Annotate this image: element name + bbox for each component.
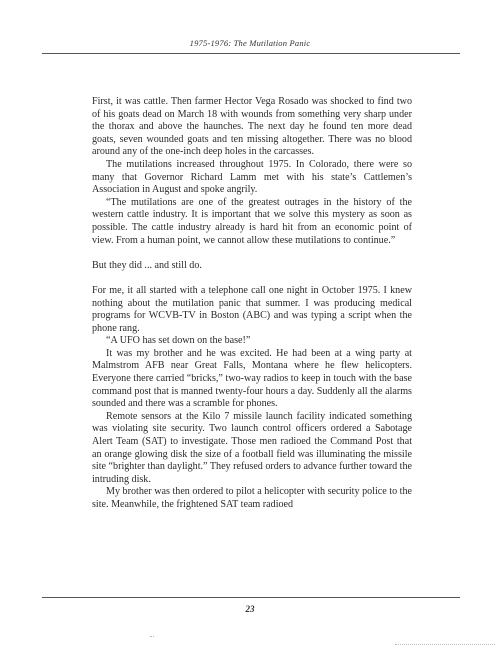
- footer-rule: [42, 597, 460, 598]
- page-number: 23: [245, 604, 255, 614]
- paragraph: My brother was then ordered to pilot a helicopter with security police to the site. Meanwhile, the frightened SAT team radioed: [92, 486, 412, 510]
- scan-speck: [395, 644, 495, 645]
- paragraph: For me, it all started with a telephone call one night in October 1975. I knew nothing about the mutilation panic that summer. I was producing medical programs for WCVB-TV in Boston (ABC) and was typing a script when the phone rang.: [92, 284, 412, 334]
- paragraph: But they did ... and still do.: [92, 259, 202, 271]
- paragraph: First, it was cattle. Then farmer Hector Vega Rosado was shocked to find two of his goats dead on March 18 with wounds from something very sharp under the thorax and above the haunches. The next day he found ten more dead goats, seven wounded goats and ten missing altogether. There was no blood around any of the one-inch deep holes in the carcasses.: [92, 96, 412, 158]
- paragraph: It was my brother and he was excited. He had been at a wing party at Malmstrom AFB near Great Falls, Montana where he flew helicopters. Everyone there carried “bricks,” two-way radios to keep in touch with the base command post that is manned twenty-four hours a day. Suddenly all the alarms sounded and there was a scramble for phones.: [92, 347, 412, 410]
- paragraph: Remote sensors at the Kilo 7 missile launch facility indicated something was violating site security. Two launch control officers ordered a Sabotage Alert Team (SAT) to investigate. Those men radioed the Command Post that an orange glowing disk the size of a football field was illuminating the missile site “brighter than daylight.” They refused orders to advance further toward the intruding disk.: [92, 410, 412, 485]
- paragraph: “The mutilations are one of the greatest outrages in the history of the western cattle industry. It is important that we solve this mystery as soon as possible. The cattle industry already is hard hit from an economic point of view. From a human point, we cannot allow these mutilations to continue.”: [92, 196, 412, 246]
- header-rule: [42, 53, 460, 54]
- body-text: [92, 96, 412, 512]
- scan-speck: [150, 636, 154, 637]
- paragraph: The mutilations increased throughout 1975. In Colorado, there were so many that Governor Richard Lamm met with his state’s Cattlemen’s Association in August and spoke angrily.: [92, 158, 412, 196]
- paragraph: “A UFO has set down on the base!”: [106, 335, 251, 347]
- running-head: 1975-1976: The Mutilation Panic: [189, 38, 311, 48]
